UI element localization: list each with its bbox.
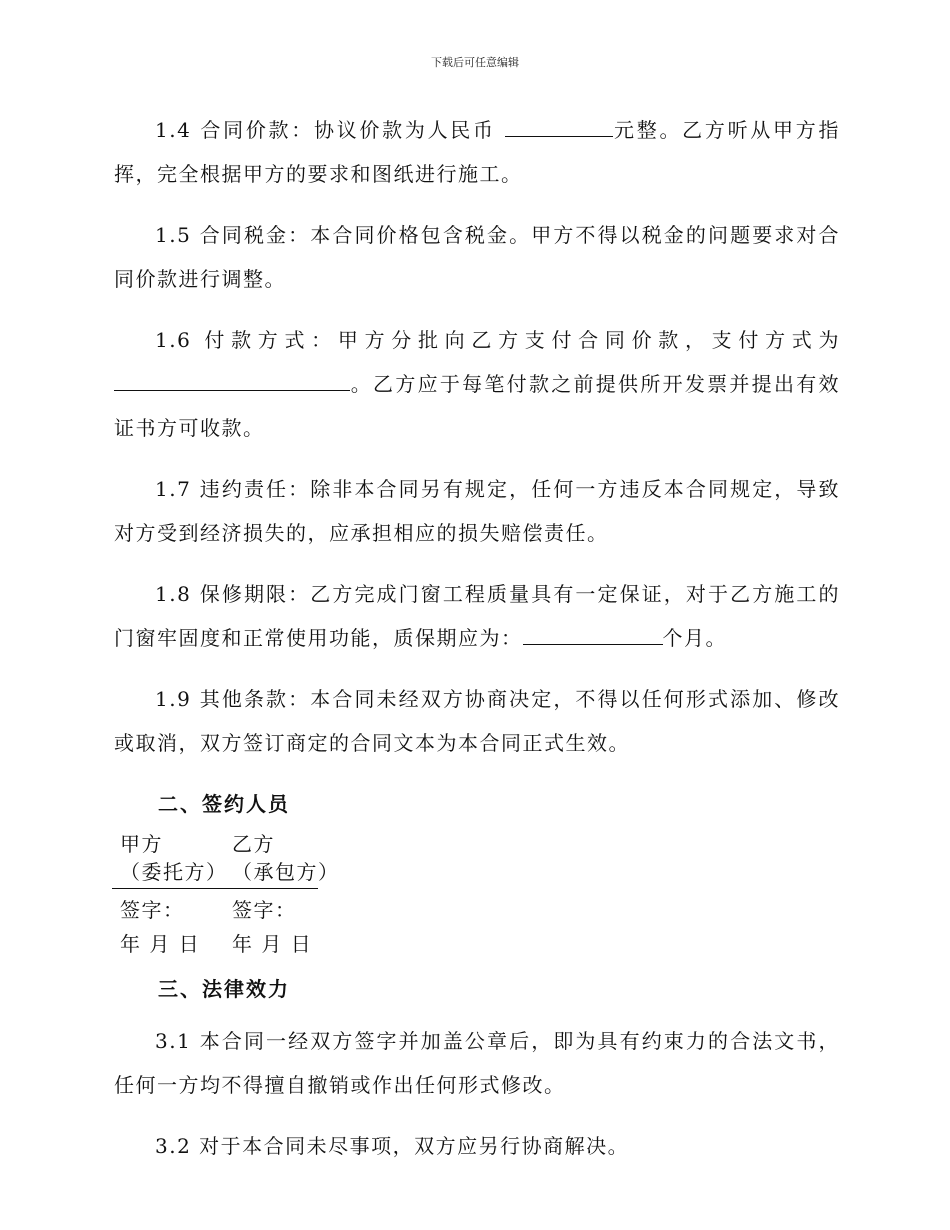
party-b-sign: 签字：	[232, 898, 297, 922]
section-3-title: 三、法律效力	[158, 977, 290, 1001]
section-2-title: 二、签约人员	[158, 792, 290, 816]
contract-body	[114, 108, 840, 1185]
party-a-date: 年 月 日	[120, 932, 201, 956]
clause-3-1: 3.1 本合同一经双方签字并加盖公章后，即为具有约束力的合法文书，任何一方均不得擅自撤销或作出任何形式修改。	[114, 1029, 840, 1097]
page-header: 下载后可任意编辑	[431, 56, 519, 69]
clause-1-9: 1.9 其他条款：本合同未经双方协商决定，不得以任何形式添加、修改或取消，双方签订商定的合同文本为本合同正式生效。	[114, 687, 840, 755]
signature-divider	[112, 888, 318, 889]
party-b-header: 乙方 （承包方）	[232, 832, 340, 884]
payment-method-blank	[114, 368, 350, 391]
price-blank	[505, 114, 613, 137]
clause-1-6: 1.6 付款方式：甲方分批向乙方支付合同价款，支付方式为。乙方应于每笔付款之前提供所开发票并提出有效证书方可收款。	[114, 328, 840, 440]
clause-1-7: 1.7 违约责任：除非本合同另有规定，任何一方违反本合同规定，导致对方受到经济损失的，应承担相应的损失赔偿责任。	[114, 477, 840, 545]
signature-table	[112, 830, 840, 961]
warranty-months-blank	[523, 622, 663, 645]
party-a-header: 甲方 （委托方）	[120, 832, 228, 884]
clause-3-2: 3.2 对于本合同未尽事项，双方应另行协商解决。	[155, 1134, 630, 1158]
party-b-date: 年 月 日	[232, 932, 313, 956]
clause-1-5: 1.5 合同税金：本合同价格包含税金。甲方不得以税金的问题要求对合同价款进行调整。	[114, 223, 840, 291]
clause-1-8: 1.8 保修期限：乙方完成门窗工程质量具有一定保证，对于乙方施工的门窗牢固度和正常使用功能，质保期应为： 个月。	[114, 582, 840, 650]
party-a-sign: 签字：	[120, 898, 185, 922]
clause-1-4: 1.4 合同价款：协议价款为人民币 元整。乙方听从甲方指挥，完全根据甲方的要求和图纸进行施工。	[114, 108, 840, 196]
